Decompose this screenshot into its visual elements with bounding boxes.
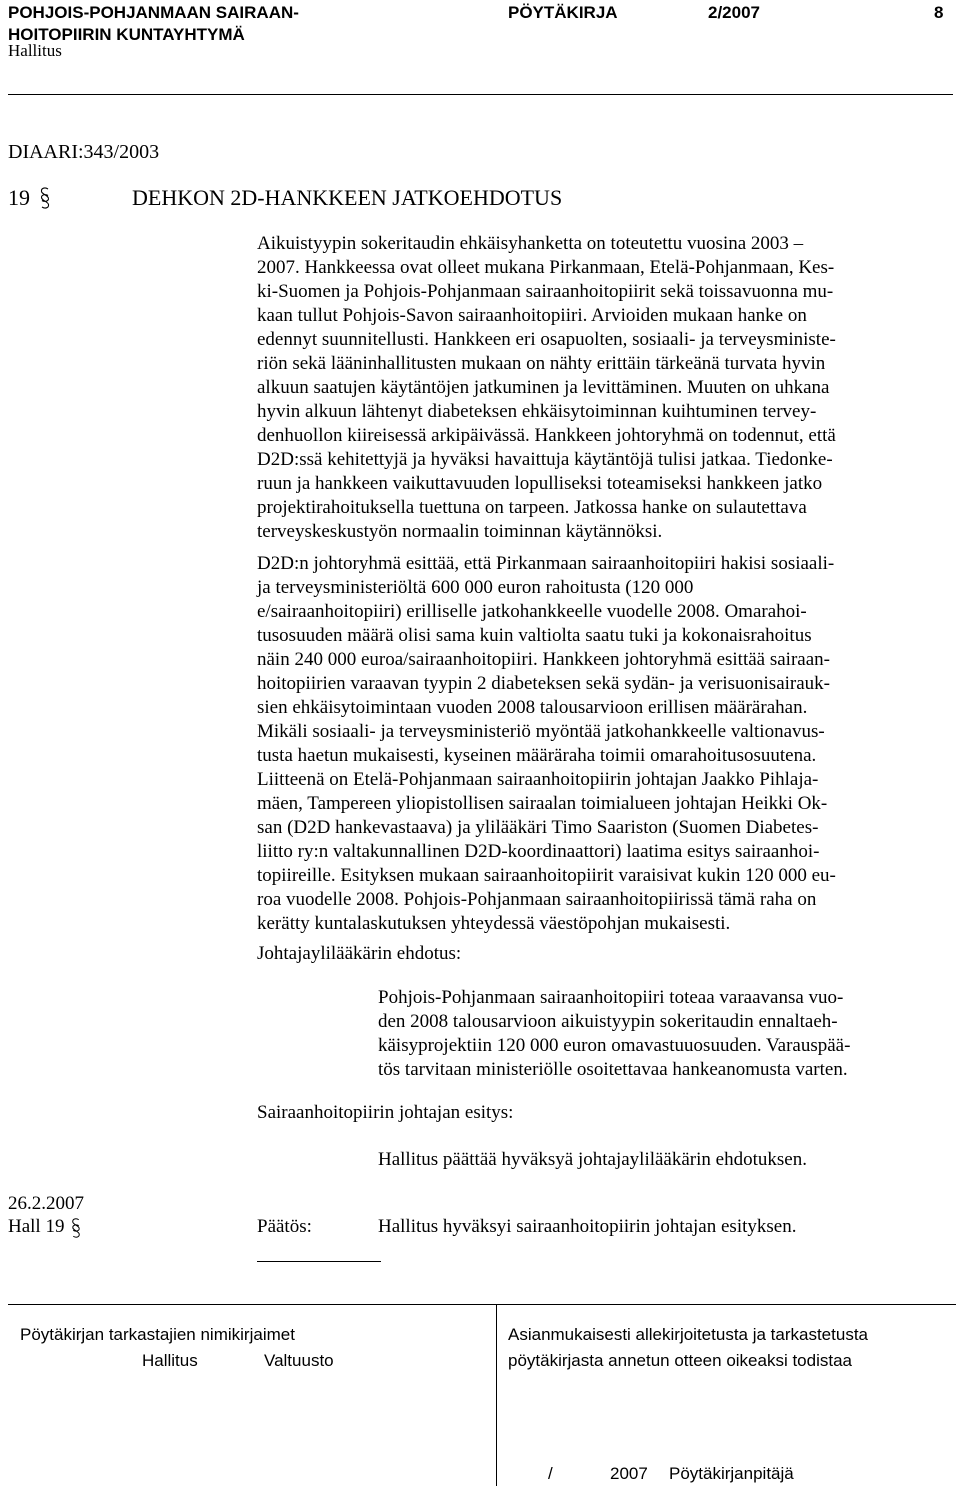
text-line: D2D:n johtoryhmä esittää, että Pirkanmaan sairaanhoitopiiri hakisi sosiaali- xyxy=(257,553,835,574)
page-number: 8 xyxy=(934,3,944,22)
text-line: kerätty kuntalaskutuksen yhteydessä väestöpohjan mukaisesti. xyxy=(257,913,731,934)
text-line: 2007. Hankkeessa ovat olleet mukana Pirkanmaan, Etelä-Pohjanmaan, Kes- xyxy=(257,257,835,278)
section-reference xyxy=(8,1215,83,1239)
footer-minute-keeper: Pöytäkirjanpitäjä xyxy=(669,1464,794,1483)
text-line: riön sekä lääninhallitusten mukaan on nähty erittäin tärkeänä turvata hyvin xyxy=(257,353,826,374)
director-proposal-text: Hallitus päättää hyväksyä johtajaylilääkärin ehdotuksen. xyxy=(378,1149,807,1170)
text-line: näin 240 000 euroa/sairaanhoitopiiri. Hankkeen johtoryhmä esittää sairaan- xyxy=(257,649,830,670)
footer-year: 2007 xyxy=(610,1464,648,1483)
section-number: 19 xyxy=(8,185,30,210)
text-line: roa vuodelle 2008. Pohjois-Pohjanmaan sairaanhoitopiirissä tämä raha on xyxy=(257,889,817,910)
text-line: tös tarvitaan ministeriölle osoitettavaa hankeanomusta varten. xyxy=(378,1059,848,1080)
text-line: san (D2D hankevastaava) ja ylilääkäri Timo Saariston (Suomen Diabetes- xyxy=(257,817,819,838)
footer-certify-line2: pöytäkirjasta annetun otteen oikeaksi todistaa xyxy=(508,1351,853,1370)
proposal-text xyxy=(378,986,953,1082)
text-line: Pohjois-Pohjanmaan sairaanhoitopiiri toteaa varaavansa vuo- xyxy=(378,987,844,1008)
paragraph-intro xyxy=(257,232,957,544)
text-line: terveyskeskustyön normaalin toiminnan käytännöksi. xyxy=(257,521,663,542)
text-line: D2D:ssä kehitettyjä ja hyväksi havaittuja käytäntöjä tulisi jatkaa. Tiedonke- xyxy=(257,449,833,470)
footer-divider xyxy=(496,1304,497,1486)
issue-number: 2/2007 xyxy=(708,3,760,22)
text-line: sien ehkäisytoimintaan vuoden 2008 talousarvioon erillisen määrärahan. xyxy=(257,697,808,718)
section-title: DEHKON 2D-HANKKEEN JATKOEHDOTUS xyxy=(132,185,563,210)
footer-col-hallitus: Hallitus xyxy=(142,1351,198,1370)
org-name-line2: HOITOPIIRIN KUNTAYHTYMÄ xyxy=(8,25,245,44)
footer-rule xyxy=(8,1304,956,1305)
section-sign-icon xyxy=(69,1217,83,1239)
footer-col-valtuusto: Valtuusto xyxy=(264,1351,334,1370)
text-line: liitto ry:n valtakunnallinen D2D-koordinaattori) laatima esitys sairaanhoi- xyxy=(257,841,820,862)
text-line: projektirahoituksella tuettuna on tarpeen. Jatkossa hanke on sulautettava xyxy=(257,497,807,518)
text-line: denhuollon kiireisessä arkipäivässä. Hankkeen johtoryhmä on todennut, että xyxy=(257,425,836,446)
document-type: PÖYTÄKIRJA xyxy=(508,3,618,22)
paragraph-proposal-background xyxy=(257,552,957,936)
header-rule xyxy=(8,94,953,95)
org-name-line1: POHJOIS-POHJANMAAN SAIRAAN- xyxy=(8,3,299,22)
meeting-date: 26.2.2007 xyxy=(8,1193,84,1214)
diaari-number: DIAARI:343/2003 xyxy=(8,141,160,163)
text-line: ruun ja hankkeen vaikuttavuuden lopulliseksi toteamiseksi hankkeen jatko xyxy=(257,473,823,494)
text-line: edennyt suunnitellusti. Hankkeen eri osapuolten, sosiaali- ja terveysministe- xyxy=(257,329,836,350)
header-body-name: Hallitus xyxy=(8,41,62,60)
section-reference-label: Hall 19 xyxy=(8,1216,65,1237)
text-line: käisyprojektiin 120 000 euron omavastuuosuuden. Varauspää- xyxy=(378,1035,851,1056)
footer-initials-heading: Pöytäkirjan tarkastajien nimikirjaimet xyxy=(20,1325,295,1344)
text-line: ja terveysministeriöltä 600 000 euron rahoitusta (120 000 xyxy=(257,577,694,598)
section-sign-icon xyxy=(38,186,52,215)
footer-certify-line1: Asianmukaisesti allekirjoitetusta ja tarkastetusta xyxy=(508,1325,868,1344)
decision-text: Hallitus hyväksyi sairaanhoitopiirin johtajan esityksen. xyxy=(378,1216,797,1237)
text-line: kaan tullut Pohjois-Savon sairaanhoitopiiri. Arvioiden mukaan hanke on xyxy=(257,305,807,326)
decision-label: Päätös: xyxy=(257,1216,312,1237)
text-line: ki-Suomen ja Pohjois-Pohjanmaan sairaanhoitopiirit sekä toissavuonna mu- xyxy=(257,281,834,302)
text-line: tusta haetun mukaisesti, kyseinen määräraha toimii omarahoitusosuutena. xyxy=(257,745,817,766)
text-line: Liitteenä on Etelä-Pohjanmaan sairaanhoitopiirin johtajan Jaakko Pihlaja- xyxy=(257,769,819,790)
footer-date-slash: / xyxy=(548,1464,553,1483)
decision-underline xyxy=(257,1261,381,1262)
text-line: mäen, Tampereen yliopistollisen sairaalan toimialueen johtajan Heikki Ok- xyxy=(257,793,828,814)
text-line: Aikuistyypin sokeritaudin ehkäisyhanketta on toteutettu vuosina 2003 – xyxy=(257,233,804,254)
proposal-heading: Johtajaylilääkärin ehdotus: xyxy=(257,943,462,964)
text-line: e/sairaanhoitopiiri) erilliselle jatkohankkeelle vuodelle 2008. Omarahoi- xyxy=(257,601,807,622)
text-line: topiireille. Esityksen mukaan sairaanhoitopiirit varaisivat kukin 120 000 eu- xyxy=(257,865,836,886)
director-heading: Sairaanhoitopiirin johtajan esitys: xyxy=(257,1102,514,1123)
text-line: Mikäli sosiaali- ja terveysministeriö myöntää jatkohankkeelle valtionavus- xyxy=(257,721,825,742)
text-line: hyvin alkuun lähtenyt diabeteksen ehkäisytoiminnan kuihtuminen tervey- xyxy=(257,401,817,422)
text-line: den 2008 talousarvioon aikuistyypin sokeritaudin ennaltaeh- xyxy=(378,1011,838,1032)
text-line: hoitopiirien varaavan tyypin 2 diabeteksen sekä sydän- ja verisuonisairauk- xyxy=(257,673,830,694)
text-line: tusosuuden määrä olisi sama kuin valtiolta saatu tuki ja kokonaisrahoitus xyxy=(257,625,812,646)
text-line: alkuun saatujen käytäntöjen jatkuminen ja levittäminen. Muuten on uhkana xyxy=(257,377,830,398)
